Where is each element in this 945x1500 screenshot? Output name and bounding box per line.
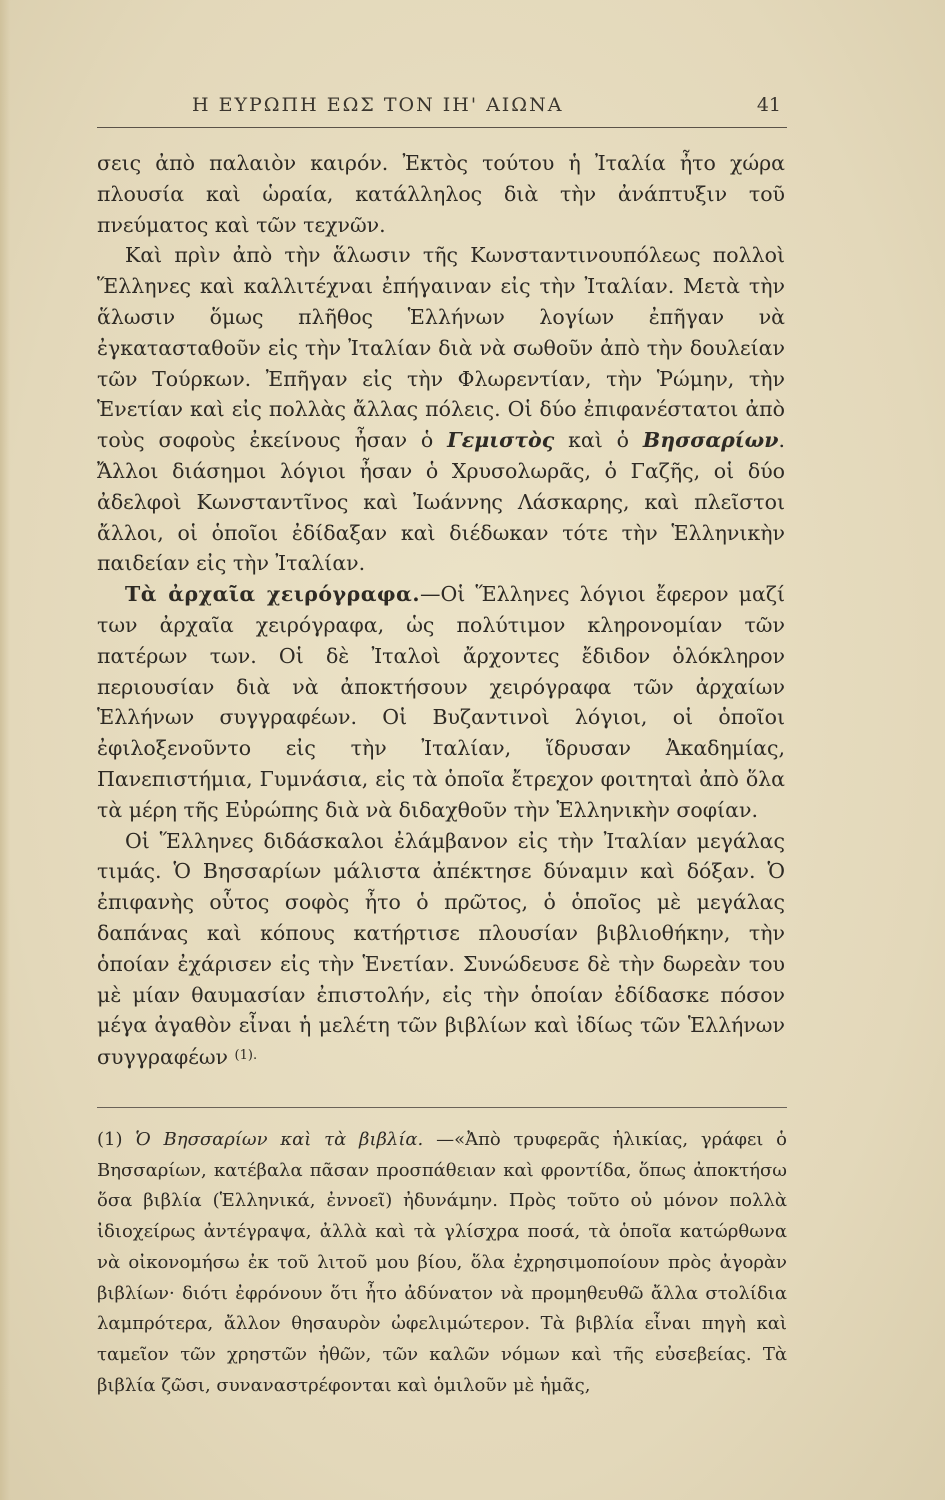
- running-title: Η ΕΥΡΩΠΗ ΕΩΣ ΤΟΝ ΙΗ' ΑΙΩΝΑ: [192, 94, 564, 116]
- footnote-text: —«Ἀπὸ τρυφερᾶς ἡλικίας, γράφει ὁ Βησσαρίων, κατέβαλα πᾶσαν προσπάθειαν καὶ φροντίδα, ὅπως ἀποκτήσω ὅσα βιβλία (Ἑλληνικά, ἐννοεῖ) ἠδυνάμην. Πρὸς τοῦτο οὐ μόνον πολλὰ ἰδιοχείρως ἀντέγραψα, ἀλλὰ καὶ τὰ γλίσχρα ποσά, τὰ ὁποῖα κατώρθωνα νὰ οἰκονομήσω ἐκ τοῦ λιτοῦ μου βίου, ὅλα ἐχρησιμοποίουν πρὸς ἀγορὰν βιβλίων· διότι ἐφρόνουν ὅτι ἦτο ἀδύνατον νὰ προμηθευθῶ ἄλλα στολίδια λαμπρότερα, ἄλλον θησαυρὸν ὠφελιμώτερον. Τὰ βιβλία εἶναι πηγὴ καὶ ταμεῖον τῶν χρηστῶν ἠθῶν, τῶν καλῶν νόμων καὶ τῆς εὐσεβείας. Τὰ βιβλία ζῶσι, συναναστρέφονται καὶ ὁμιλοῦν μὲ ἡμᾶς,: [97, 1129, 787, 1396]
- paragraph-4: [97, 826, 785, 1073]
- paragraph-2-part-a: Καὶ πρὶν ἀπὸ τὴν ἅλωσιν τῆς Κωνσταντινουπόλεως πολλοὶ Ἕλληνες καὶ καλλιτέχναι ἐπήγαιναν εἰς τὴν Ἰταλίαν. Μετὰ τὴν ἅλωσιν ὅμως πλῆθος Ἑλλήνων λογίων ἐπῆγαν νὰ ἐγκατασταθοῦν εἰς τὴν Ἰταλίαν διὰ νὰ σωθοῦν ἀπὸ τὴν δουλείαν τῶν Τούρκων. Ἐπῆγαν εἰς τὴν Φλωρεντίαν, τὴν Ῥώμην, τὴν Ἑνετίαν καὶ εἰς πολλὰς ἄλλας πόλεις. Οἱ δύο ἐπιφανέστατοι ἀπὸ τοὺς σοφοὺς ἐκείνους ἦσαν ὁ: [97, 243, 785, 453]
- paragraph-3-text: —Οἱ Ἕλληνες λόγιοι ἔφερον μαζί των ἀρχαῖα χειρόγραφα, ὡς πολύτιμον κληρονομίαν τῶν πατέρων των. Οἱ δὲ Ἰταλοὶ ἄρχοντες ἔδιδον ὁλόκληρον περιουσίαν διὰ νὰ ἀποκτήσουν χειρόγραφα τῶν ἀρχαίων Ἑλλήνων συγγραφέων. Οἱ Βυζαντινοὶ λόγιοι, οἱ ὁποῖοι ἐφιλοξενοῦντο εἰς τὴν Ἰταλίαν, ἵδρυσαν Ἀκαδημίας, Πανεπιστήμια, Γυμνάσια, εἰς τὰ ὁποῖα ἔτρεχον φοιτηταὶ ἀπὸ ὅλα τὰ μέρη τῆς Εὐρώπης διὰ νὰ διδαχθοῦν τὴν Ἑλληνικὴν σοφίαν.: [97, 582, 785, 822]
- footnote-paragraph: [97, 1125, 787, 1401]
- footnote-divider: [97, 1107, 787, 1108]
- section-heading: Τὰ ἀρχαῖα χειρόγραφα.: [125, 582, 420, 607]
- name-bessarion: Βησσαρίων: [642, 428, 779, 453]
- paragraph-4-text: Οἱ Ἕλληνες διδάσκαλοι ἐλάμβανον εἰς τὴν Ἰταλίαν μεγάλας τιμάς. Ὁ Βησσαρίων μάλιστα ἀπέκτησε δύναμιν καὶ δόξαν. Ὁ ἐπιφανὴς οὗτος σοφὸς ἦτο ὁ πρῶτος, ὁ ὁποῖος μὲ μεγάλας δαπάνας καὶ κόπους κατήρτισε πλουσίαν βιβλιοθήκην, τὴν ὁποίαν ἐχάρισεν εἰς τὴν Ἑνετίαν. Συνώδευσε δὲ τὴν δωρεὰν του μὲ μίαν θαυμασίαν ἐπιστολήν, εἰς τὴν ὁποίαν ἐδίδασκε πόσον μέγα ἀγαθὸν εἶναι ἡ μελέτη τῶν βιβλίων καὶ ἰδίως τῶν Ἑλλήνων συγγραφέων: [97, 828, 785, 1070]
- paragraph-2-part-c: . Ἄλλοι διάσημοι λόγιοι ἦσαν ὁ Χρυσολωρᾶς, ὁ Γαζῆς, οἱ δύο ἀδελφοὶ Κωνσταντῖνος καὶ Ἰωάννης Λάσκαρης, καὶ πλεῖστοι ἄλλοι, οἱ ὁποῖοι ἐδίδαξαν καὶ διέδωκαν τότε τὴν Ἑλληνικὴν παιδείαν εἰς τὴν Ἰταλίαν.: [97, 428, 785, 576]
- name-gemistos: Γεμιστὸς: [447, 428, 555, 453]
- paragraph-1: σεις ἀπὸ παλαιὸν καιρόν. Ἐκτὸς τούτου ἡ Ἰταλία ἦτο χώρα πλουσία καὶ ὡραία, κατάλληλος διὰ τὴν ἀνάπτυξιν τοῦ πνεύματος καὶ τῶν τεχνῶν.: [97, 151, 785, 237]
- footnote-marker: (1): [97, 1129, 123, 1150]
- footnote-title: Ὁ Βησσαρίων καὶ τὰ βιβλία.: [135, 1129, 424, 1150]
- header-rule: [97, 127, 787, 128]
- page-number: 41: [756, 94, 781, 116]
- footnote-reference[interactable]: (1).: [234, 1048, 258, 1064]
- footnote: [97, 1125, 787, 1401]
- paragraph-3: [97, 579, 785, 825]
- paragraph-2: [97, 240, 785, 579]
- main-text: [97, 148, 785, 1073]
- page-spine-shadow: [0, 0, 10, 1500]
- page-header: [97, 92, 787, 126]
- paragraph-2-part-b: καὶ ὁ: [568, 428, 629, 453]
